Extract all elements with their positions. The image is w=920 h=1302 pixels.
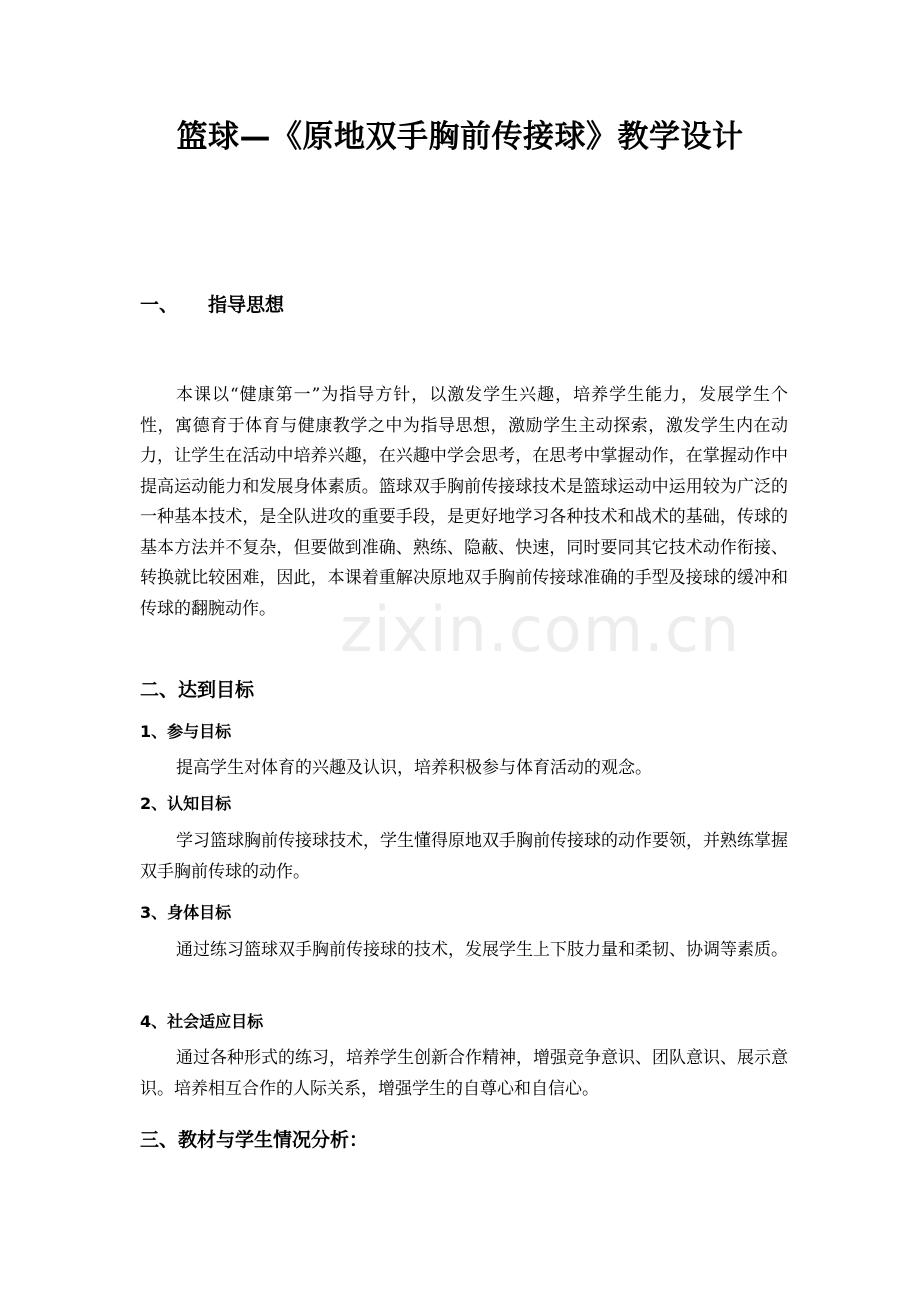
document-title: 篮球—《原地双手胸前传接球》教学设计 bbox=[176, 119, 744, 155]
goal-text-cognitive: 学习篮球胸前传接球技术，学生懂得原地双手胸前传接球的动作要领，并熟练掌握双手胸前传球的动作。 bbox=[140, 831, 788, 882]
section-title: 指导思想 bbox=[208, 294, 285, 316]
section-number: 一、 bbox=[140, 294, 179, 316]
section-heading-goals: 二、达到目标 bbox=[140, 679, 255, 701]
goal-text-participation: 提高学生对体育的兴趣及认识，培养积极参与体育活动的观念。 bbox=[176, 758, 652, 778]
section-heading-materials-analysis: 三、教材与学生情况分析： bbox=[140, 1129, 369, 1151]
goal-text-physical: 通过练习篮球双手胸前传接球的技术，发展学生上下肢力量和柔韧、协调等素质。 bbox=[176, 940, 788, 960]
goal-label-cognitive: 2、认知目标 bbox=[140, 794, 232, 813]
goal-label-physical: 3、身体目标 bbox=[140, 903, 232, 922]
watermark: zixin.com.cn bbox=[340, 593, 741, 666]
paragraph-guiding-ideology: 本课以“健康第一”为指导方针，以激发学生兴趣，培养学生能力，发展学生个性，寓德育于体育与健康教学之中为指导思想，激励学生主动探索，激发学生内在动力，让学生在活动中培养兴趣，在兴趣中学会思考，在思考中掌握动作，在掌握动作中提高运动能力和发展身体素质。篮球双手胸前传接球技术是篮球运动中运用较为广泛的一种基本技术，是全队进攻的重要手段，是更好地学习各种技术和战术的基础，传球的基本方法并不复杂，但要做到准确、熟练、隐蔽、快速，同时要同其它技术动作衔接、转换就比较困难，因此，本课着重解决原地双手胸前传接球准确的手型及接球的缓冲和传球的翻腕动作。 bbox=[140, 385, 788, 619]
goal-label-social-adaptation: 4、社会适应目标 bbox=[140, 1012, 264, 1031]
goal-label-participation: 1、参与目标 bbox=[140, 722, 232, 741]
goal-text-social-adaptation: 通过各种形式的练习，培养学生创新合作精神，增强竞争意识、团队意识、展示意识。培养相互合作的人际关系，增强学生的自尊心和自信心。 bbox=[140, 1048, 788, 1099]
section-heading-guiding-ideology bbox=[140, 290, 284, 320]
